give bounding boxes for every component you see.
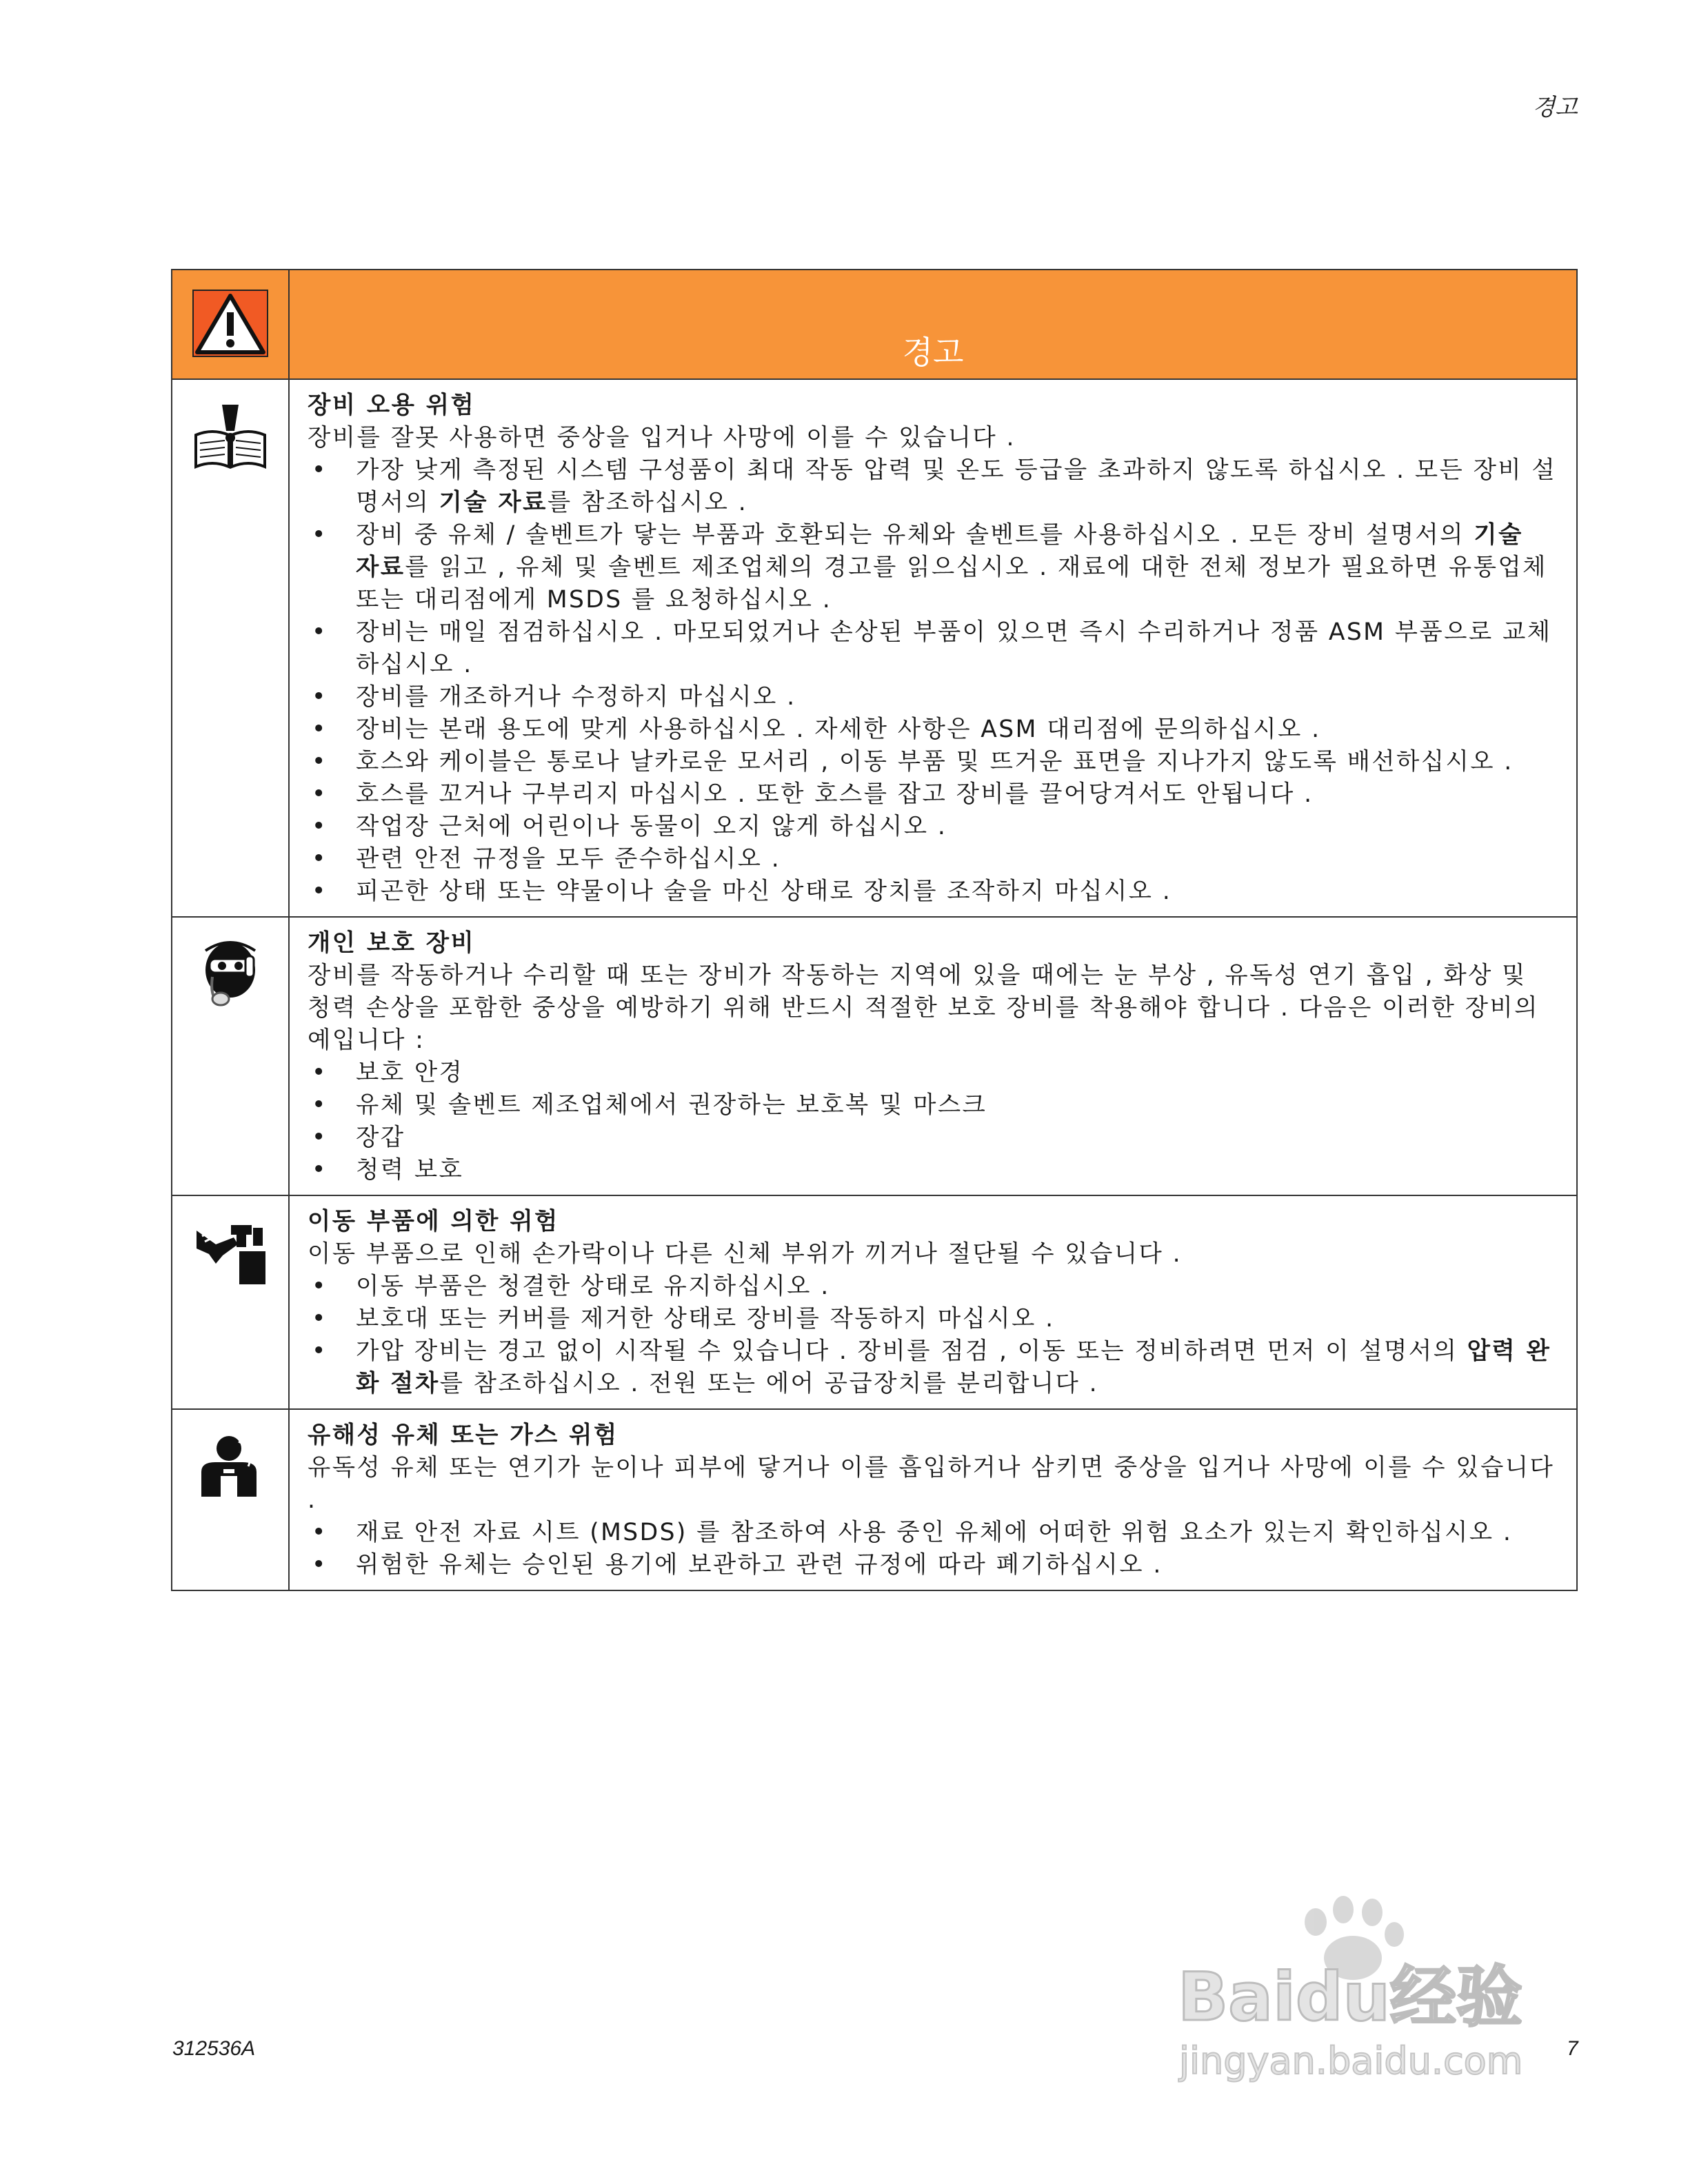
manual-exclamation-icon <box>192 401 269 469</box>
list-item: • 장비 중 유체 / 솔벤트가 닿는 부품과 호환되는 유체와 솔벤트를 사용하십시오 . 모든 장비 설명서의 기술 자료를 읽고 , 유체 및 솔벤트 제조업체의 경고를 읽으십시오 . 재료에 대한 전체 정보가 필요하면 유통업체 또는 대리점에게 MSDS 를 요청하십시오 . <box>308 519 1557 616</box>
list-item: • 장비는 본래 용도에 맞게 사용하십시오 . 자세한 사항은 ASM 대리점에 문의하십시오 . <box>308 714 1557 746</box>
hazard-row <box>172 1409 1577 1590</box>
hazard-icon-cell <box>172 1195 289 1409</box>
list-item: • 장갑 <box>308 1122 1557 1154</box>
list-item: • 이동 부품은 청결한 상태로 유지하십시오 . <box>308 1271 1557 1303</box>
hazard-icon-cell <box>172 1409 289 1590</box>
hazard-bullet-list <box>308 1057 1557 1186</box>
list-item: • 작업장 근처에 어린이나 동물이 오지 않게 하십시오 . <box>308 811 1557 843</box>
list-item: • 위험한 유체는 승인된 용기에 보관하고 관련 규정에 따라 폐기하십시오 . <box>308 1549 1557 1581</box>
hazard-bullet-list <box>308 1271 1557 1400</box>
hazard-intro: 이동 부품으로 인해 손가락이나 다른 신체 부위가 끼거나 절단될 수 있습니다 . <box>308 1240 1182 1268</box>
warning-header-icon-cell <box>172 270 289 379</box>
hazard-row <box>172 1195 1577 1409</box>
list-item: • 호스를 꼬거나 구부리지 마십시오 . 또한 호스를 잡고 장비를 끌어당겨서도 안됩니다 . <box>308 778 1557 811</box>
hazard-intro: 유독성 유체 또는 연기가 눈이나 피부에 닿거나 이를 흡입하거나 삼키면 중상을 입거나 사망에 이를 수 있습니다 . <box>308 1454 1555 1514</box>
list-item: • 장비는 매일 점검하십시오 . 마모되었거나 손상된 부품이 있으면 즉시 수리하거나 정품 ASM 부품으로 교체하십시오 . <box>308 616 1557 681</box>
list-item: • 재료 안전 자료 시트 (MSDS) 를 참조하여 사용 중인 유체에 어떠한 위험 요소가 있는지 확인하십시오 . <box>308 1517 1557 1549</box>
hazard-text-cell <box>289 1195 1577 1409</box>
hazard-intro: 장비를 작동하거나 수리할 때 또는 장비가 작동하는 지역에 있을 때에는 눈 부상 , 유독성 연기 흡입 , 화상 및 청력 손상을 포함한 중상을 예방하기 위해 반드시 적절한 보호 장비를 착용해야 합니다 . 다음은 이러한 장비의 예입니다 : <box>308 962 1539 1054</box>
hazard-title: 개인 보호 장비 <box>308 929 476 957</box>
warning-table-title: 경고 <box>289 270 1577 379</box>
list-item: • 유체 및 솔벤트 제조업체에서 권장하는 보호복 및 마스크 <box>308 1089 1557 1122</box>
hazard-icon-cell <box>172 379 289 917</box>
list-item: • 장비를 개조하거나 수정하지 마십시오 . <box>308 681 1557 714</box>
page-header-title: 경고 <box>1532 94 1578 121</box>
warning-table-header <box>172 270 1577 379</box>
hazard-text-cell <box>289 379 1577 917</box>
protective-gear-icon <box>196 938 265 1007</box>
watermark-url: jingyan.baidu.com <box>1179 2039 1523 2083</box>
watermark-brand: Baidu经验 <box>1178 1959 1523 2036</box>
list-item: • 관련 안전 규정을 모두 준수하십시오 . <box>308 843 1557 876</box>
hazard-text-cell <box>289 917 1577 1195</box>
hazard-intro: 장비를 잘못 사용하면 중상을 입거나 사망에 이를 수 있습니다 . <box>308 424 1016 452</box>
footer-page-number: 7 <box>1567 2037 1578 2060</box>
list-item: • 청력 보호 <box>308 1154 1557 1186</box>
list-item: • 보호대 또는 커버를 제거한 상태로 장비를 작동하지 마십시오 . <box>308 1303 1557 1335</box>
footer-doc-number: 312536A <box>172 2037 256 2060</box>
hazard-title: 장비 오용 위험 <box>308 392 476 419</box>
toxic-fumes-icon <box>196 1430 265 1499</box>
list-item: • 피곤한 상태 또는 약물이나 술을 마신 상태로 장치를 조작하지 마십시오 . <box>308 876 1557 908</box>
moving-parts-icon <box>192 1217 268 1286</box>
hazard-icon-cell <box>172 917 289 1195</box>
warning-table <box>171 269 1578 1591</box>
hazard-bullet-list <box>308 454 1557 908</box>
hazard-row <box>172 917 1577 1195</box>
list-item: • 호스와 케이블은 통로나 날카로운 모서리 , 이동 부품 및 뜨거운 표면을 지나가지 않도록 배선하십시오 . <box>308 746 1557 778</box>
list-item: • 가압 장비는 경고 없이 시작될 수 있습니다 . 장비를 점검 , 이동 또는 정비하려면 먼저 이 설명서의 압력 완화 절차를 참조하십시오 . 전원 또는 에어 공급장치를 분리합니다 . <box>308 1335 1557 1400</box>
hazard-bullet-list <box>308 1517 1557 1581</box>
hazard-title: 유해성 유체 또는 가스 위험 <box>308 1422 619 1449</box>
baidu-watermark <box>1172 1882 1572 2089</box>
list-item: • 보호 안경 <box>308 1057 1557 1089</box>
warning-triangle-icon <box>192 289 269 358</box>
hazard-row <box>172 379 1577 917</box>
list-item: • 가장 낮게 측정된 시스템 구성품이 최대 작동 압력 및 온도 등급을 초과하지 않도록 하십시오 . 모든 장비 설명서의 기술 자료를 참조하십시오 . <box>308 454 1557 519</box>
hazard-title: 이동 부품에 의한 위험 <box>308 1208 559 1235</box>
hazard-text-cell <box>289 1409 1577 1590</box>
